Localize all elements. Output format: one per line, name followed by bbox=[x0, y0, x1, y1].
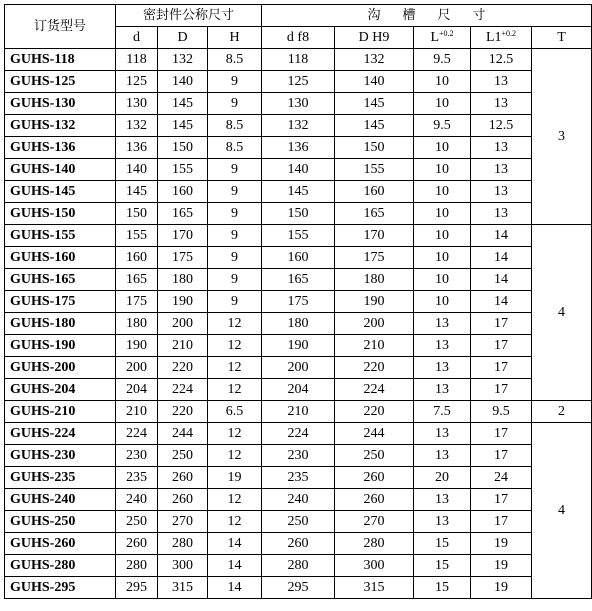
groove-d-cell: 200 bbox=[262, 357, 335, 379]
groove-size-header: 沟槽尺寸 bbox=[262, 5, 592, 27]
model-cell: GUHS-260 bbox=[5, 533, 116, 555]
groove-D-cell: 200 bbox=[335, 313, 414, 335]
groove-D-cell: 132 bbox=[335, 49, 414, 71]
H-cell: 9 bbox=[208, 71, 262, 93]
model-cell: GUHS-210 bbox=[5, 401, 116, 423]
groove-d-cell: 140 bbox=[262, 159, 335, 181]
groove-D-cell: 150 bbox=[335, 137, 414, 159]
L-cell: 9.5 bbox=[414, 49, 471, 71]
H-cell: 12 bbox=[208, 335, 262, 357]
groove-d-cell: 295 bbox=[262, 577, 335, 599]
groove-d-cell: 136 bbox=[262, 137, 335, 159]
L-cell: 10 bbox=[414, 93, 471, 115]
D-cell: 300 bbox=[158, 555, 208, 577]
L-cell: 13 bbox=[414, 357, 471, 379]
L-cell: 13 bbox=[414, 511, 471, 533]
L1-cell: 14 bbox=[471, 269, 532, 291]
H-cell: 12 bbox=[208, 313, 262, 335]
groove-D-cell: 190 bbox=[335, 291, 414, 313]
D-cell: 210 bbox=[158, 335, 208, 357]
model-cell: GUHS-125 bbox=[5, 71, 116, 93]
L1-cell: 13 bbox=[471, 181, 532, 203]
table-body bbox=[5, 49, 592, 599]
H-cell: 9 bbox=[208, 203, 262, 225]
D-cell: 175 bbox=[158, 247, 208, 269]
H-cell: 9 bbox=[208, 225, 262, 247]
col-T-header: T bbox=[532, 27, 592, 49]
model-cell: GUHS-204 bbox=[5, 379, 116, 401]
groove-D-cell: 180 bbox=[335, 269, 414, 291]
groove-d-cell: 130 bbox=[262, 93, 335, 115]
T-cell: 2 bbox=[532, 401, 592, 423]
L1-cell: 13 bbox=[471, 137, 532, 159]
model-cell: GUHS-280 bbox=[5, 555, 116, 577]
table-row bbox=[5, 291, 592, 313]
L1-cell: 17 bbox=[471, 313, 532, 335]
model-cell: GUHS-230 bbox=[5, 445, 116, 467]
L1-cell: 14 bbox=[471, 291, 532, 313]
d-cell: 132 bbox=[116, 115, 158, 137]
table-row bbox=[5, 489, 592, 511]
L1-cell: 13 bbox=[471, 203, 532, 225]
D-cell: 145 bbox=[158, 115, 208, 137]
groove-D-cell: 145 bbox=[335, 93, 414, 115]
table-row bbox=[5, 401, 592, 423]
H-cell: 12 bbox=[208, 445, 262, 467]
model-cell: GUHS-155 bbox=[5, 225, 116, 247]
H-cell: 8.5 bbox=[208, 49, 262, 71]
groove-D-cell: 220 bbox=[335, 357, 414, 379]
L-cell: 10 bbox=[414, 247, 471, 269]
groove-d-cell: 165 bbox=[262, 269, 335, 291]
groove-d-cell: 210 bbox=[262, 401, 335, 423]
D-cell: 170 bbox=[158, 225, 208, 247]
L-cell: 13 bbox=[414, 379, 471, 401]
D-cell: 180 bbox=[158, 269, 208, 291]
L1-cell: 17 bbox=[471, 379, 532, 401]
table-row bbox=[5, 467, 592, 489]
groove-d-cell: 132 bbox=[262, 115, 335, 137]
table-row bbox=[5, 555, 592, 577]
model-cell: GUHS-165 bbox=[5, 269, 116, 291]
d-cell: 280 bbox=[116, 555, 158, 577]
col-D-header: D bbox=[158, 27, 208, 49]
model-cell: GUHS-136 bbox=[5, 137, 116, 159]
d-cell: 295 bbox=[116, 577, 158, 599]
groove-d-cell: 175 bbox=[262, 291, 335, 313]
H-cell: 14 bbox=[208, 555, 262, 577]
L-cell: 13 bbox=[414, 335, 471, 357]
D-cell: 132 bbox=[158, 49, 208, 71]
d-cell: 118 bbox=[116, 49, 158, 71]
H-cell: 9 bbox=[208, 269, 262, 291]
table-row bbox=[5, 511, 592, 533]
L1-cell: 19 bbox=[471, 577, 532, 599]
D-cell: 280 bbox=[158, 533, 208, 555]
d-cell: 136 bbox=[116, 137, 158, 159]
d-cell: 235 bbox=[116, 467, 158, 489]
d-cell: 145 bbox=[116, 181, 158, 203]
L1-cell: 19 bbox=[471, 533, 532, 555]
table-row bbox=[5, 203, 592, 225]
L-cell: 10 bbox=[414, 225, 471, 247]
H-cell: 14 bbox=[208, 533, 262, 555]
H-cell: 12 bbox=[208, 423, 262, 445]
H-cell: 9 bbox=[208, 181, 262, 203]
groove-d-cell: 145 bbox=[262, 181, 335, 203]
D-cell: 165 bbox=[158, 203, 208, 225]
table-row bbox=[5, 49, 592, 71]
L-cell: 10 bbox=[414, 291, 471, 313]
groove-d-cell: 280 bbox=[262, 555, 335, 577]
d-cell: 125 bbox=[116, 71, 158, 93]
L-cell: 10 bbox=[414, 269, 471, 291]
D-cell: 140 bbox=[158, 71, 208, 93]
L-cell: 15 bbox=[414, 577, 471, 599]
D-cell: 260 bbox=[158, 467, 208, 489]
model-cell: GUHS-190 bbox=[5, 335, 116, 357]
groove-d-cell: 260 bbox=[262, 533, 335, 555]
groove-d-cell: 230 bbox=[262, 445, 335, 467]
table-row bbox=[5, 357, 592, 379]
table-row bbox=[5, 423, 592, 445]
T-cell: 3 bbox=[532, 49, 592, 225]
d-cell: 160 bbox=[116, 247, 158, 269]
col-H-header: H bbox=[208, 27, 262, 49]
d-cell: 130 bbox=[116, 93, 158, 115]
L-cell: 10 bbox=[414, 203, 471, 225]
model-cell: GUHS-200 bbox=[5, 357, 116, 379]
H-cell: 19 bbox=[208, 467, 262, 489]
L1-cell: 17 bbox=[471, 357, 532, 379]
d-cell: 240 bbox=[116, 489, 158, 511]
H-cell: 12 bbox=[208, 489, 262, 511]
L1-cell: 24 bbox=[471, 467, 532, 489]
model-cell: GUHS-240 bbox=[5, 489, 116, 511]
H-cell: 12 bbox=[208, 357, 262, 379]
L-cell: 13 bbox=[414, 489, 471, 511]
D-cell: 224 bbox=[158, 379, 208, 401]
D-cell: 270 bbox=[158, 511, 208, 533]
groove-d-cell: 250 bbox=[262, 511, 335, 533]
D-cell: 260 bbox=[158, 489, 208, 511]
L1-cell: 14 bbox=[471, 247, 532, 269]
H-cell: 12 bbox=[208, 379, 262, 401]
D-cell: 190 bbox=[158, 291, 208, 313]
table-row bbox=[5, 71, 592, 93]
model-cell: GUHS-160 bbox=[5, 247, 116, 269]
seal-size-header: 密封件公称尺寸 bbox=[116, 5, 262, 27]
groove-d-cell: 155 bbox=[262, 225, 335, 247]
T-cell: 4 bbox=[532, 225, 592, 401]
L1-cell: 9.5 bbox=[471, 401, 532, 423]
model-cell: GUHS-132 bbox=[5, 115, 116, 137]
col-groove-D-header: D H9 bbox=[335, 27, 414, 49]
col-groove-d-header: d f8 bbox=[262, 27, 335, 49]
d-cell: 140 bbox=[116, 159, 158, 181]
L-cell: 9.5 bbox=[414, 115, 471, 137]
L1-cell: 13 bbox=[471, 159, 532, 181]
D-cell: 155 bbox=[158, 159, 208, 181]
H-cell: 8.5 bbox=[208, 137, 262, 159]
H-cell: 9 bbox=[208, 93, 262, 115]
groove-d-cell: 240 bbox=[262, 489, 335, 511]
H-cell: 9 bbox=[208, 159, 262, 181]
L-cell: 7.5 bbox=[414, 401, 471, 423]
L1-cell: 17 bbox=[471, 489, 532, 511]
groove-D-cell: 315 bbox=[335, 577, 414, 599]
groove-D-cell: 140 bbox=[335, 71, 414, 93]
L-cell: 13 bbox=[414, 423, 471, 445]
D-cell: 244 bbox=[158, 423, 208, 445]
H-cell: 6.5 bbox=[208, 401, 262, 423]
d-cell: 230 bbox=[116, 445, 158, 467]
model-cell: GUHS-180 bbox=[5, 313, 116, 335]
L-cell: 15 bbox=[414, 555, 471, 577]
L-cell: 13 bbox=[414, 313, 471, 335]
groove-d-cell: 224 bbox=[262, 423, 335, 445]
D-cell: 200 bbox=[158, 313, 208, 335]
D-cell: 145 bbox=[158, 93, 208, 115]
L-cell: 10 bbox=[414, 137, 471, 159]
model-cell: GUHS-145 bbox=[5, 181, 116, 203]
model-cell: GUHS-295 bbox=[5, 577, 116, 599]
D-cell: 150 bbox=[158, 137, 208, 159]
table-row bbox=[5, 313, 592, 335]
groove-d-cell: 125 bbox=[262, 71, 335, 93]
D-cell: 250 bbox=[158, 445, 208, 467]
groove-D-cell: 270 bbox=[335, 511, 414, 533]
d-cell: 150 bbox=[116, 203, 158, 225]
L-cell: 10 bbox=[414, 181, 471, 203]
model-cell: GUHS-150 bbox=[5, 203, 116, 225]
table-row bbox=[5, 269, 592, 291]
L-cell: 13 bbox=[414, 445, 471, 467]
d-cell: 250 bbox=[116, 511, 158, 533]
col-d-header: d bbox=[116, 27, 158, 49]
table-row bbox=[5, 115, 592, 137]
model-cell: GUHS-130 bbox=[5, 93, 116, 115]
L-cell: 20 bbox=[414, 467, 471, 489]
groove-D-cell: 260 bbox=[335, 467, 414, 489]
groove-D-cell: 244 bbox=[335, 423, 414, 445]
table-row bbox=[5, 137, 592, 159]
groove-d-cell: 118 bbox=[262, 49, 335, 71]
groove-D-cell: 160 bbox=[335, 181, 414, 203]
groove-d-cell: 180 bbox=[262, 313, 335, 335]
L1-cell: 14 bbox=[471, 225, 532, 247]
H-cell: 8.5 bbox=[208, 115, 262, 137]
d-cell: 210 bbox=[116, 401, 158, 423]
L1-cell: 13 bbox=[471, 71, 532, 93]
groove-d-cell: 150 bbox=[262, 203, 335, 225]
groove-D-cell: 145 bbox=[335, 115, 414, 137]
groove-d-cell: 160 bbox=[262, 247, 335, 269]
col-L1-header: $L1^{+0.2}$ bbox=[471, 27, 532, 49]
d-cell: 224 bbox=[116, 423, 158, 445]
groove-d-cell: 204 bbox=[262, 379, 335, 401]
groove-D-cell: 175 bbox=[335, 247, 414, 269]
L1-cell: 13 bbox=[471, 93, 532, 115]
groove-D-cell: 210 bbox=[335, 335, 414, 357]
d-cell: 180 bbox=[116, 313, 158, 335]
groove-D-cell: 155 bbox=[335, 159, 414, 181]
groove-D-cell: 300 bbox=[335, 555, 414, 577]
D-cell: 220 bbox=[158, 401, 208, 423]
table-row bbox=[5, 159, 592, 181]
model-cell: GUHS-175 bbox=[5, 291, 116, 313]
table-row bbox=[5, 577, 592, 599]
L1-cell: 17 bbox=[471, 511, 532, 533]
table-row bbox=[5, 533, 592, 555]
groove-D-cell: 260 bbox=[335, 489, 414, 511]
groove-d-cell: 235 bbox=[262, 467, 335, 489]
d-cell: 155 bbox=[116, 225, 158, 247]
d-cell: 260 bbox=[116, 533, 158, 555]
H-cell: 14 bbox=[208, 577, 262, 599]
table-row bbox=[5, 93, 592, 115]
D-cell: 220 bbox=[158, 357, 208, 379]
groove-d-cell: 190 bbox=[262, 335, 335, 357]
L-cell: 10 bbox=[414, 159, 471, 181]
L1-cell: 19 bbox=[471, 555, 532, 577]
col-L-header: $L^{+0.2}$ bbox=[414, 27, 471, 49]
groove-D-cell: 250 bbox=[335, 445, 414, 467]
H-cell: 9 bbox=[208, 291, 262, 313]
model-cell: GUHS-224 bbox=[5, 423, 116, 445]
L-cell: 15 bbox=[414, 533, 471, 555]
model-header: 订货型号 bbox=[5, 5, 116, 49]
table-row bbox=[5, 445, 592, 467]
L1-cell: 12.5 bbox=[471, 115, 532, 137]
groove-D-cell: 224 bbox=[335, 379, 414, 401]
L1-cell: 12.5 bbox=[471, 49, 532, 71]
d-cell: 204 bbox=[116, 379, 158, 401]
model-cell: GUHS-118 bbox=[5, 49, 116, 71]
table-row bbox=[5, 225, 592, 247]
groove-D-cell: 280 bbox=[335, 533, 414, 555]
T-cell: 4 bbox=[532, 423, 592, 599]
d-cell: 200 bbox=[116, 357, 158, 379]
groove-D-cell: 170 bbox=[335, 225, 414, 247]
table-row bbox=[5, 181, 592, 203]
H-cell: 9 bbox=[208, 247, 262, 269]
D-cell: 160 bbox=[158, 181, 208, 203]
L1-cell: 17 bbox=[471, 445, 532, 467]
spec-table bbox=[4, 4, 592, 599]
D-cell: 315 bbox=[158, 577, 208, 599]
L-cell: 10 bbox=[414, 71, 471, 93]
groove-D-cell: 165 bbox=[335, 203, 414, 225]
model-cell: GUHS-140 bbox=[5, 159, 116, 181]
table-row bbox=[5, 335, 592, 357]
H-cell: 12 bbox=[208, 511, 262, 533]
d-cell: 165 bbox=[116, 269, 158, 291]
d-cell: 190 bbox=[116, 335, 158, 357]
model-cell: GUHS-250 bbox=[5, 511, 116, 533]
L1-cell: 17 bbox=[471, 335, 532, 357]
L1-cell: 17 bbox=[471, 423, 532, 445]
table-row bbox=[5, 379, 592, 401]
table-row bbox=[5, 247, 592, 269]
groove-D-cell: 220 bbox=[335, 401, 414, 423]
model-cell: GUHS-235 bbox=[5, 467, 116, 489]
d-cell: 175 bbox=[116, 291, 158, 313]
